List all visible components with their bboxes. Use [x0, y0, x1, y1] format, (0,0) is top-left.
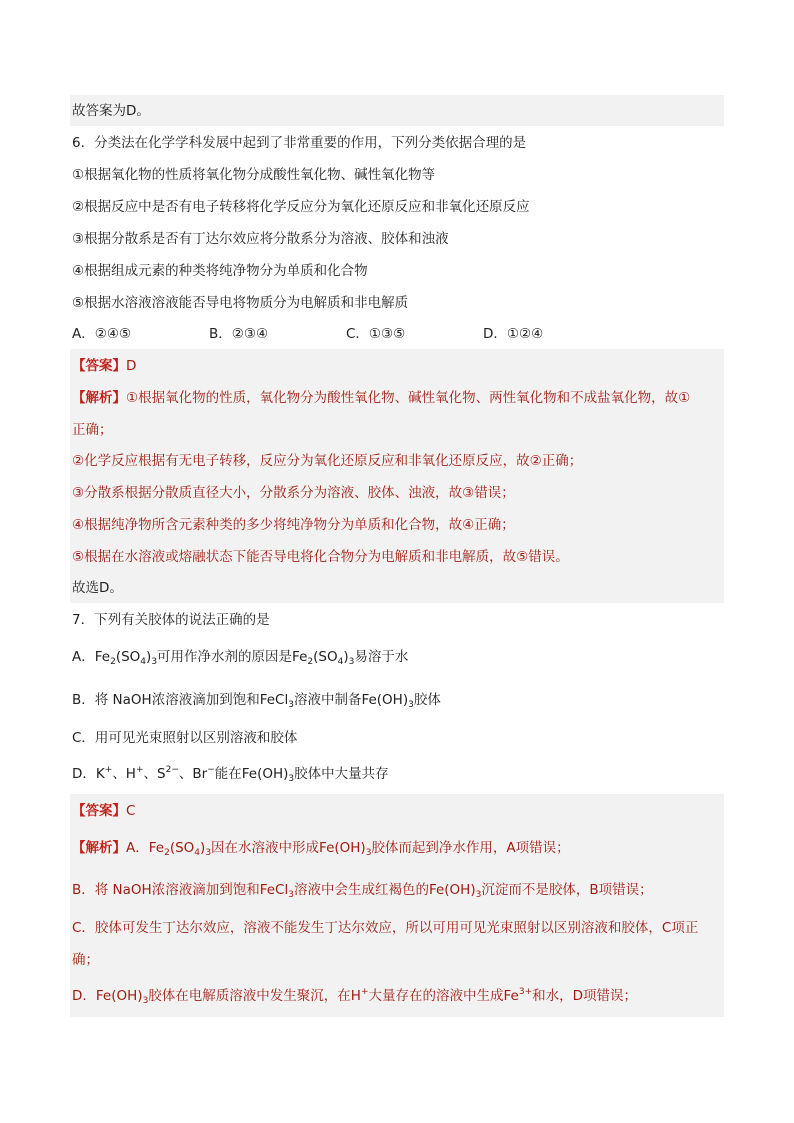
q6-option-a[interactable]: A．②④⑤ — [72, 326, 132, 342]
q6-analysis-text-1: ①根据氧化物的性质，氧化物分为酸性氧化物、碱性氧化物、两性氧化物和不成盐氧化物，故① — [126, 390, 691, 406]
analysis-block-q7 — [70, 794, 724, 1017]
q6-analysis-2: 正确； — [72, 422, 113, 438]
q6-item-5: ⑤根据水溶液溶液能否导电将物质分为电解质和非电解质 — [72, 295, 409, 311]
answer-tag: 【答案】 — [72, 358, 126, 374]
analysis-label: D． — [72, 988, 96, 1004]
option-label: A． — [72, 649, 95, 665]
prev-conclusion: 故答案为D。 — [72, 103, 150, 119]
q6-stem: 6．分类法在化学学科发展中起到了非常重要的作用，下列分类依据合理的是 — [72, 135, 527, 151]
option-text-mid: 溶液中制备 — [293, 692, 362, 708]
q6-option-c[interactable]: C．①③⑤ — [346, 326, 406, 342]
q6-item-3: ③根据分散系是否有丁达尔效应将分散系分为溶液、胶体和浊液 — [72, 231, 449, 247]
q7-stem: 7．下列有关胶体的说法正确的是 — [72, 612, 270, 628]
q7-analysis-b: B．将 NaOH浓溶液滴加到饱和FeCl$_3$溶液中会生成红褐色的$Fe(OH)_3$沉淀而不是胶体，B项错误； — [72, 882, 653, 900]
option-text: 可用作净水剂的原因是 — [157, 649, 293, 665]
q6-analysis-3: ②化学反应根据有无电子转移，反应分为氧化还原反应和非氧化还原反应，故②正确； — [72, 453, 583, 469]
q6-answer-value: D — [126, 358, 137, 374]
q6-answer — [72, 356, 136, 376]
q7-analysis-d: D．$Fe(OH)_3$胶体在电解质溶液中发生聚沉，在H+大量存在的溶液中生成$Fe^{3+}$和水，D项错误； — [72, 987, 638, 1006]
q6-conclusion: 故选D。 — [72, 580, 123, 596]
q7-analysis-a: 【解析】A．$Fe_2(SO_4)_3$因在水溶液中形成$Fe(OH)_3$胶体而起到净水作用，A项错误； — [72, 840, 570, 858]
q6-analysis-4: ③分散系根据分散质直径大小，分散系分为溶液、胶体、浊液，故③错误； — [72, 485, 515, 501]
option-text: B．将 NaOH浓溶液滴加到饱和 — [72, 692, 260, 708]
q7-option-d[interactable]: D．K+、H+、$S^{2-}$、Br−能在$Fe(OH)_3$胶体中大量共存 — [72, 765, 389, 784]
q6-option-d[interactable]: D．①②④ — [483, 326, 544, 342]
analysis-tag: 【解析】 — [72, 390, 126, 406]
q7-analysis-c2: 确； — [72, 952, 99, 968]
analysis-text-mid: 大量存在的溶液中生成 — [368, 988, 504, 1004]
q7-analysis-c1: C．胶体可发生丁达尔效应，溶液不能发生丁达尔效应，所以可用可见光束照射以区别溶液和胶体，C项正 — [72, 920, 699, 936]
q6-analysis-6: ⑤根据在水溶液或熔融状态下能否导电将化合物分为电解质和非电解质，故⑤错误。 — [72, 549, 569, 565]
option-text-tail: 易溶于水 — [354, 649, 409, 665]
q6-item-4: ④根据组成元素的种类将纯净物分为单质和化合物 — [72, 263, 368, 279]
option-text-tail: 胶体 — [413, 692, 441, 708]
q6-item-1: ①根据氧化物的性质将氧化物分成酸性氧化物、碱性氧化物等 — [72, 167, 436, 183]
analysis-tag: 【解析】 — [72, 840, 126, 856]
q6-analysis-1 — [72, 388, 690, 408]
q6-option-b[interactable]: B．②③④ — [209, 326, 269, 342]
option-text: 能在 — [214, 766, 242, 782]
q7-answer — [72, 801, 135, 821]
analysis-text: 胶体在电解质溶液中发生聚沉，在 — [148, 988, 351, 1004]
analysis-text-tail: 胶体而起到净水作用，A项错误； — [371, 840, 570, 856]
analysis-text-tail: 沉淀而不是胶体，B项错误； — [481, 882, 653, 898]
option-label: D． — [72, 766, 96, 782]
q7-option-b[interactable]: B．将 NaOH浓溶液滴加到饱和FeCl$_3$溶液中制备$Fe(OH)_3$胶体 — [72, 692, 441, 710]
q7-option-c[interactable]: C．用可见光束照射以区别溶液和胶体 — [72, 730, 298, 746]
analysis-block-prev — [70, 95, 724, 126]
q6-item-2: ②根据反应中是否有电子转移将化学反应分为氧化还原反应和非氧化还原反应 — [72, 199, 530, 215]
analysis-text-mid: 溶液中会生成红褐色的 — [293, 882, 429, 898]
q6-options — [72, 324, 620, 344]
q7-answer-value: C — [126, 803, 136, 819]
analysis-text: 因在水溶液中形成 — [211, 840, 320, 856]
q7-option-a[interactable]: A．$Fe_2(SO_4)_3$可用作净水剂的原因是$Fe_2(SO_4)_3$易溶于水 — [72, 649, 409, 667]
analysis-text: B．将 NaOH浓溶液滴加到饱和 — [72, 882, 260, 898]
q6-analysis-5: ④根据纯净物所含元素种类的多少将纯净物分为单质和化合物，故④正确； — [72, 517, 515, 533]
answer-tag: 【答案】 — [72, 803, 126, 819]
analysis-text-tail: 和水，D项错误； — [532, 988, 638, 1004]
option-text-tail: 胶体中大量共存 — [294, 766, 389, 782]
analysis-label: A． — [126, 840, 149, 856]
